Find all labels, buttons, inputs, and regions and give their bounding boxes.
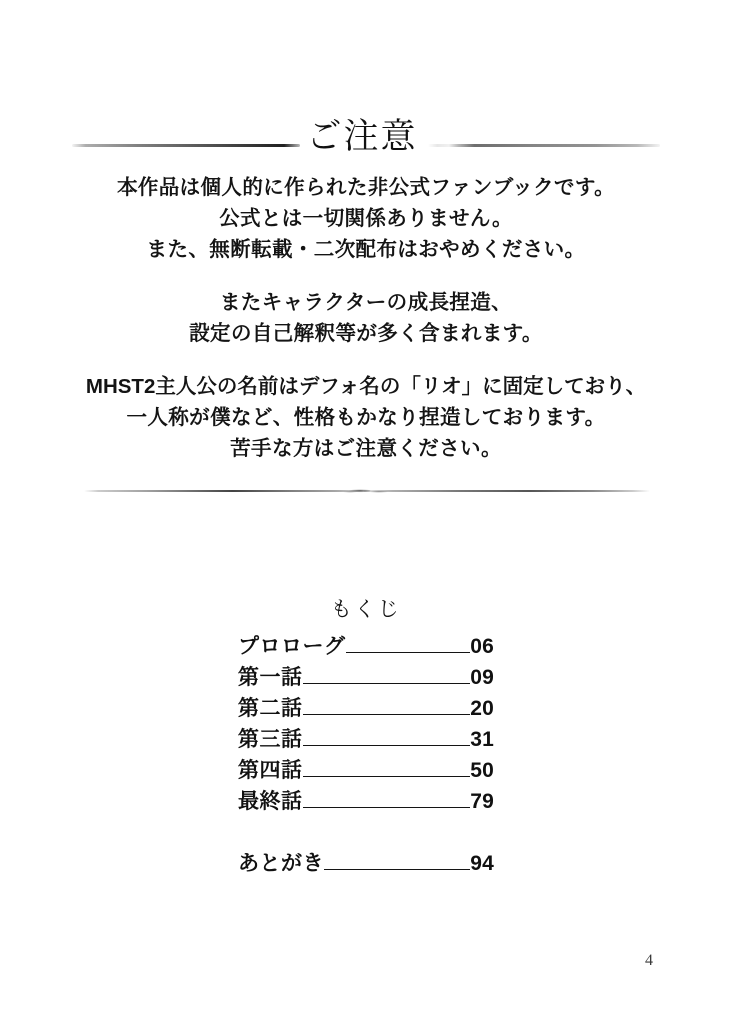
toc-entry[interactable] (238, 786, 494, 817)
toc-entry-page-number: 31 (470, 728, 494, 751)
toc-leader-line (303, 745, 471, 746)
ornamental-divider-icon (84, 487, 650, 494)
toc-entry-page-number: 50 (470, 759, 494, 782)
toc-leader-line (303, 714, 471, 715)
toc-entry-label: あとがき (238, 852, 324, 875)
notice-line: 公式とは一切関係ありません。 (219, 207, 513, 230)
toc-entry-label: プロローグ (238, 635, 346, 658)
toc-entry[interactable] (238, 848, 494, 879)
toc-entry-label: 最終話 (238, 790, 303, 813)
toc-entry-page-number: 79 (470, 790, 494, 813)
notice-line: 設定の自己解釈等が多く含まれます。 (189, 322, 543, 345)
notice-paragraph (0, 172, 732, 265)
toc-entry-page-number: 20 (470, 697, 494, 720)
toc-entry[interactable] (238, 662, 494, 693)
toc-entry-label: 第一話 (238, 666, 303, 689)
toc-entry-page-number: 06 (470, 635, 494, 658)
toc-leader-line (303, 807, 471, 808)
notice-paragraph (0, 287, 732, 349)
toc-entry[interactable] (238, 631, 494, 662)
divider-right-segment (364, 490, 650, 492)
notice-line: また、無断転載・二次配布はおやめください。 (146, 238, 586, 261)
title-rule-left-icon (72, 144, 300, 147)
toc-entry-page-number: 94 (470, 852, 494, 875)
toc-leader-line (303, 776, 471, 777)
notice-line: 苦手な方はご注意ください。 (230, 437, 502, 460)
title-rule-right-icon (428, 144, 660, 147)
toc-entry[interactable] (238, 755, 494, 786)
page-number: 4 (645, 952, 653, 969)
toc-heading: もくじ (330, 598, 402, 621)
notice-line: 本作品は個人的に作られた非公式ファンブックです。 (116, 176, 616, 199)
toc-leader-line (303, 683, 471, 684)
toc-entry-page-number: 09 (470, 666, 494, 689)
toc-leader-line (346, 652, 471, 653)
divider-left-segment (84, 490, 370, 492)
toc-entry-label: 第四話 (238, 759, 303, 782)
notice-body (0, 172, 732, 464)
notice-line: 一人称が僕など、性格もかなり捏造しております。 (126, 406, 606, 429)
notice-line: MHST2主人公の名前はデフォ名の「リオ」に固定しており、 (85, 375, 647, 398)
page-title: ご注意 (306, 116, 418, 156)
toc-entry[interactable] (238, 724, 494, 755)
toc-leader-line (324, 869, 470, 870)
notice-line: またキャラクターの成長捏造、 (219, 291, 513, 314)
notice-title-band (0, 112, 732, 160)
toc-list (238, 631, 494, 879)
toc-entry[interactable] (238, 693, 494, 724)
toc-entry-label: 第二話 (238, 697, 303, 720)
notice-paragraph (0, 371, 732, 464)
toc-entry-label: 第三話 (238, 728, 303, 751)
table-of-contents (0, 596, 732, 879)
